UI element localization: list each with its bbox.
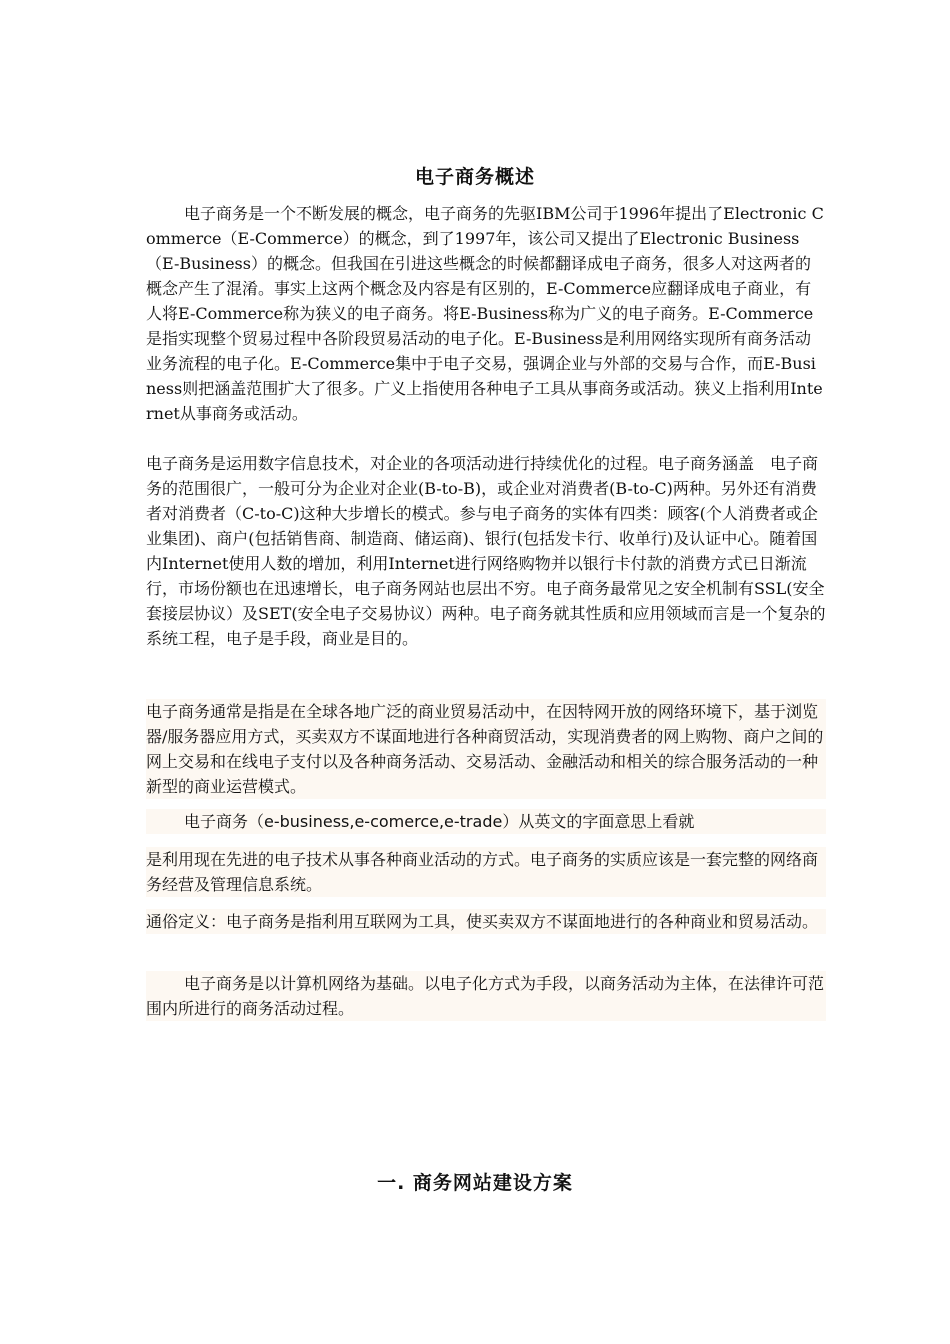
paragraph-ecommerce-scope: 电子商务是运用数字信息技术，对企业的各项活动进行持续优化的过程。电子商务涵盖 电子商务的范围很广，一般可分为企业对企业(B-to-B)，或企业对消费者(B-to-C)两种。另外还有消费者对消费者（C-to-C)这种大步增长的模式。参与电子商务的实体有四类：顾客(个人消费者或企业集团)、商户(包括销售商、制造商、储运商)、银行(包括发卡行、收单行)及认证中心。随着国内Internet使用人数的增加，利用Internet进行网络购物并以银行卡付款的消费方式已日渐流行，市场份额也在迅速增长，电子商务网站也层出不穷。电子商务最常见之安全机制有SSL(安全套接层协议）及SET(安全电子交易协议）两种。电子商务就其性质和应用领域而言是一个复杂的系统工程，电子是手段，商业是目的。 bbox=[146, 454, 826, 648]
paragraph-ecommerce-definition: 电子商务通常是指是在全球各地广泛的商业贸易活动中，在因特网开放的网络环境下，基于浏览器/服务器应用方式，买卖双方不谋面地进行各种商贸活动，实现消费者的网上购物、商户之间的网上交易和在线电子支付以及各种商务活动、交易活动、金融活动和相关的综合服务活动的一种新型的商业运营模式。 bbox=[146, 699, 826, 799]
paragraph-ecommerce-essence: 是利用现在先进的电子技术从事各种商业活动的方式。电子商务的实质应该是一套完整的网络商务经营及管理信息系统。 bbox=[146, 847, 826, 897]
paragraph-ecommerce-basis: 电子商务是以计算机网络为基础。以电子化方式为手段，以商务活动为主体，在法律许可范围内所进行的商务活动过程。 bbox=[146, 971, 826, 1021]
english-terms-prefix: 电子商务 bbox=[184, 812, 249, 831]
english-terms-suffix: 从英文的字面意思上看就 bbox=[518, 812, 695, 831]
paragraph-ecommerce-concept: 电子商务是一个不断发展的概念，电子商务的先驱IBM公司于1996年提出了Electronic Commerce（E-Commerce）的概念，到了1997年，该公司又提出了Electronic Business（E-Business）的概念。但我国在引进这些概念的时候都翻译成电子商务，很多人对这两者的概念产生了混淆。事实上这两个概念及内容是有区别的，E-Commerce应翻译成电子商业，有人将E-Commerce称为狭义的电子商务。将E-Business称为广义的电子商务。E-Commerce是指实现整个贸易过程中各阶段贸易活动的电子化。E-Business是利用网络实现所有商务活动业务流程的电子化。E-Commerce集中于电子交易，强调企业与外部的交易与合作，而E-Business则把涵盖范围扩大了很多。广义上指使用各种电子工具从事商务或活动。狭义上指利用Internet从事商务或活动。 bbox=[146, 204, 824, 423]
english-terms: （e-business,e-comerce,e-trade） bbox=[248, 812, 519, 831]
section-heading: 一. 商务网站建设方案 bbox=[377, 1172, 573, 1194]
document-title: 电子商务概述 bbox=[414, 166, 535, 188]
paragraph-ecommerce-english-terms bbox=[146, 809, 826, 834]
paragraph-popular-definition: 通俗定义：电子商务是指利用互联网为工具，使买卖双方不谋面地进行的各种商业和贸易活动。 bbox=[146, 909, 826, 934]
